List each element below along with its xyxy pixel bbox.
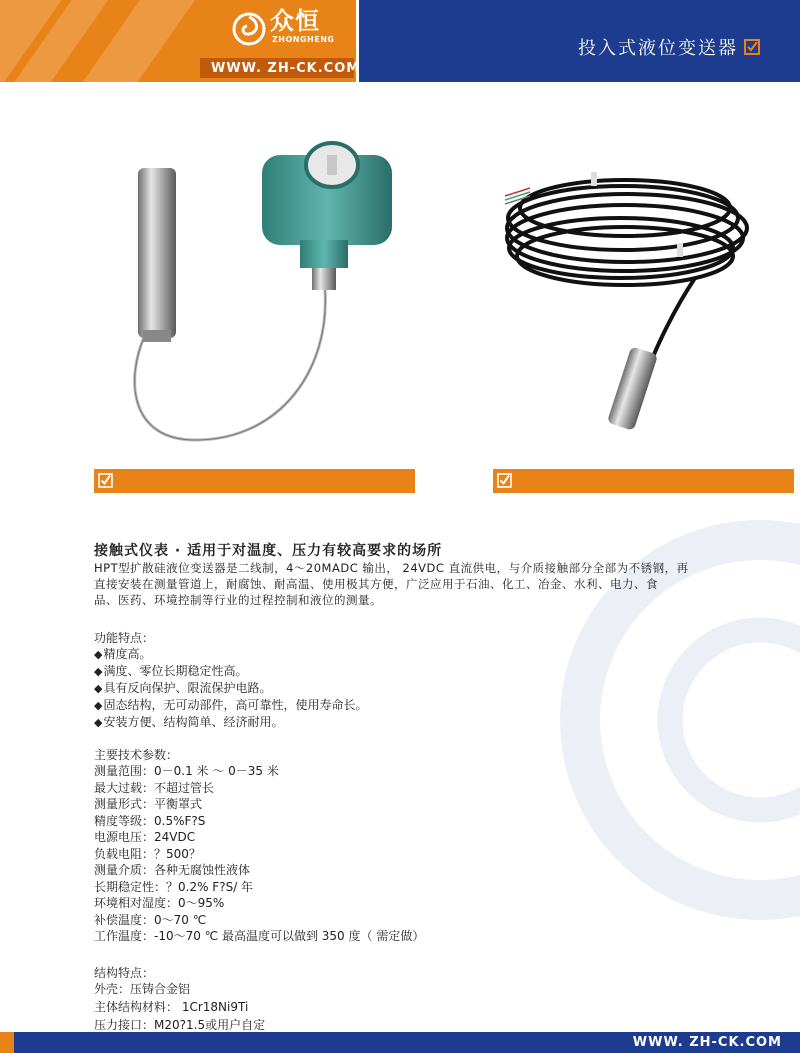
features-title: 功能特点： — [94, 631, 155, 645]
page-title: 投入式液位变送器 — [578, 38, 738, 59]
spec-item: 最大过载：不超过管长 — [94, 780, 215, 795]
structure-item: 主体结构材料： 1Cr18Ni9Ti — [94, 999, 249, 1014]
spec-item: 补偿温度：0～70 ℃ — [94, 912, 207, 927]
company-logo-icon — [232, 12, 266, 46]
description-line: 品、医药、环境控制等行业的过程控制和液位的测量。 — [94, 593, 382, 607]
structure-item: 外壳：压铸合金铝 — [94, 981, 191, 996]
structure-title: 结构特点： — [94, 965, 155, 980]
footer-url[interactable]: WWW. ZH-CK.COM — [632, 1035, 782, 1050]
checkbox-check-icon — [744, 39, 760, 55]
feature-item: ◆ 精度高。 — [94, 646, 794, 663]
spec-item: 工作温度：-10～70 ℃ 最高温度可以做到 350 度（ 需定做） — [94, 929, 425, 943]
footer-accent — [0, 1032, 14, 1053]
spec-item: 环境相对湿度：0～95% — [94, 896, 225, 910]
logo-pinyin: ZHONGHENG — [272, 35, 335, 44]
feature-item: ◆ 固态结构，无可动部件，高可靠性，使用寿命长。 — [94, 697, 794, 714]
spec-item: 负载电阻：？500？ — [94, 846, 201, 861]
description-line: HPT型扩散硅液位变送器是二线制，4～20MADC 输出， 24VDC 直流供电，与介质接触部分全部为不锈钢，再 — [94, 561, 689, 575]
feature-item: ◆ 满度、零位长期稳定性高。 — [94, 663, 794, 680]
checkbox-check-icon — [98, 473, 113, 488]
product-caption-bar-right — [493, 469, 794, 493]
logo-name: 众恒 — [270, 7, 320, 35]
description-line: 直接安装在测量管道上，耐腐蚀、耐高温、使用极其方便，广泛应用于石油、化工、冶金、水利、电力、食 — [94, 577, 658, 591]
specs-section — [94, 747, 794, 945]
spec-item: 测量范围：0－0.1 米 ～ 0－35 米 — [94, 764, 279, 778]
spec-item: 测量形式：平衡罩式 — [94, 797, 203, 811]
structure-item: 压力接口：M20?1.5或用户自定 — [94, 1017, 266, 1032]
spec-item: 测量介质：各种无腐蚀性液体 — [94, 863, 251, 877]
features-section — [94, 630, 794, 731]
product-image-transmitter — [100, 140, 400, 460]
section-heading: 接触式仪表 · 适用于对温度、压力有较高要求的场所 — [94, 543, 443, 559]
header-url[interactable]: WWW. ZH-CK.COM — [211, 61, 361, 76]
page-header — [0, 0, 800, 82]
product-image-level-sensor — [495, 148, 755, 438]
spec-item: 电源电压：24VDC — [94, 830, 196, 844]
feature-item: ◆ 安装方便、结构简单、经济耐用。 — [94, 714, 794, 731]
page-footer — [0, 1032, 800, 1053]
product-description — [94, 543, 794, 1051]
checkbox-check-icon — [497, 473, 512, 488]
product-caption-bar-left — [94, 469, 415, 493]
header-title-group — [578, 34, 760, 60]
spec-item: 长期稳定性：？0.2% F?S/ 年 — [94, 879, 254, 894]
feature-item: ◆ 具有反向保护、限流保护电路。 — [94, 680, 794, 697]
specs-title: 主要技术参数： — [94, 748, 179, 762]
spec-item: 精度等级：0.5%F?S — [94, 813, 206, 828]
